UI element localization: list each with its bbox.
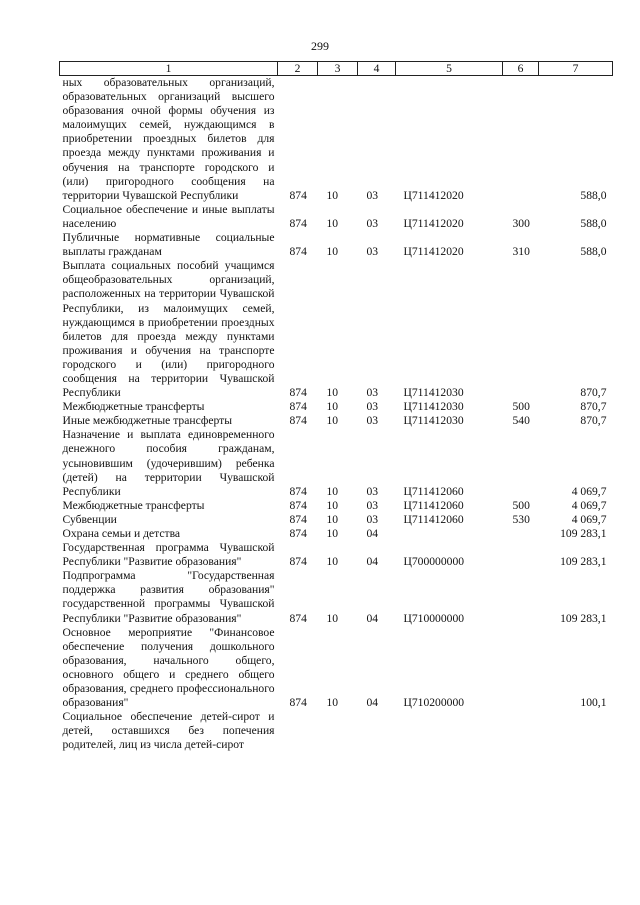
- row-grbs: 874: [289, 512, 307, 526]
- table-row: [60, 499, 613, 513]
- table-row: [60, 414, 613, 428]
- row-target-article: [396, 527, 503, 541]
- row-subsection: 04: [366, 611, 379, 625]
- row-name: Межбюджетные трансферты: [62, 400, 205, 414]
- row-expense-type: [503, 527, 539, 541]
- table-row: [60, 259, 613, 400]
- row-section: 10: [326, 414, 339, 428]
- row-name: Публичные нормативные социальные выплаты гражданам: [62, 231, 275, 259]
- row-target-article: Ц711412020: [403, 188, 464, 202]
- table-row: [60, 400, 613, 414]
- header-row: [60, 62, 613, 76]
- row-amount: 4 069,7: [571, 498, 607, 512]
- row-section: 10: [326, 386, 339, 400]
- row-target-article: Ц700000000: [403, 555, 465, 569]
- table-header: [60, 62, 613, 76]
- row-subsection: 03: [366, 216, 379, 230]
- row-subsection: 04: [366, 696, 379, 710]
- header-cell: 7: [539, 62, 613, 76]
- header-cell: 6: [503, 62, 539, 76]
- row-section: 10: [326, 400, 339, 414]
- row-grbs: 874: [289, 245, 307, 259]
- row-amount: 109 283,1: [560, 555, 607, 569]
- row-expense-type: 500: [512, 498, 530, 512]
- row-grbs: 874: [289, 216, 307, 230]
- row-subsection: 03: [366, 484, 379, 498]
- row-grbs: 874: [289, 696, 307, 710]
- row-expense-type: [503, 569, 539, 625]
- row-subsection: 04: [366, 527, 379, 540]
- row-expense-type: 310: [512, 245, 530, 259]
- row-name: Межбюджетные трансферты: [62, 498, 205, 512]
- row-section: 10: [326, 611, 339, 625]
- budget-table: [59, 61, 613, 753]
- row-target-article: Ц711412060: [403, 512, 464, 526]
- row-section: 10: [326, 484, 339, 498]
- row-grbs: 874: [289, 611, 307, 625]
- header-cell: 1: [60, 62, 278, 76]
- row-expense-type: [503, 626, 539, 711]
- row-section: 10: [326, 498, 339, 512]
- row-grbs: 874: [289, 498, 307, 512]
- row-grbs: 874: [289, 188, 307, 202]
- row-grbs: [278, 710, 318, 752]
- row-expense-type: 530: [512, 512, 530, 526]
- row-name: Социальное обеспечение детей-сирот и детей, оставшихся без попечения родителей, лиц из числа детей-сирот: [62, 710, 275, 752]
- table-row: [60, 527, 613, 541]
- row-target-article: Ц710200000: [403, 696, 465, 710]
- row-subsection: 03: [366, 400, 379, 414]
- row-subsection: 03: [366, 188, 379, 202]
- row-section: 10: [326, 512, 339, 526]
- row-section: 10: [326, 555, 339, 569]
- row-subsection: 03: [366, 245, 379, 259]
- row-amount: 588,0: [580, 245, 607, 259]
- table-row: [60, 513, 613, 527]
- row-grbs: 874: [289, 400, 307, 414]
- row-expense-type: [503, 76, 539, 203]
- row-expense-type: 300: [512, 216, 530, 230]
- row-name: Иные межбюджетные трансферты: [62, 414, 233, 428]
- header-cell: 4: [358, 62, 396, 76]
- row-amount: 4 069,7: [571, 512, 607, 526]
- row-subsection: 03: [366, 512, 379, 526]
- table-row: [60, 428, 613, 498]
- row-section: 10: [326, 245, 339, 259]
- row-amount: 100,1: [580, 696, 607, 710]
- row-amount: [539, 710, 613, 752]
- row-amount: 870,7: [580, 400, 607, 414]
- row-subsection: [358, 710, 396, 752]
- header-cell: 3: [318, 62, 358, 76]
- row-grbs: 874: [289, 527, 307, 540]
- row-section: 10: [326, 696, 339, 710]
- table-row: [60, 76, 613, 203]
- table-row: [60, 626, 613, 711]
- row-amount: 4 069,7: [571, 484, 607, 498]
- table-row: [60, 231, 613, 259]
- row-grbs: 874: [289, 484, 307, 498]
- row-subsection: 03: [366, 414, 379, 428]
- table-row: [60, 569, 613, 625]
- row-name: Социальное обеспечение и иные выплаты населению: [62, 202, 275, 230]
- row-expense-type: [503, 541, 539, 569]
- row-expense-type: 540: [512, 414, 530, 428]
- row-section: 10: [326, 527, 339, 540]
- row-expense-type: [503, 428, 539, 498]
- row-expense-type: [503, 259, 539, 400]
- row-name: ных образовательных организаций, образовательных организаций высшего образования очной формы обучения из малоимущих семей, нуждающимся в приобретении проездных билетов для проезда между пунктами проживания и обучения на транспорте городского и (или) пригородного сообщения на территории Чувашской Республики: [62, 76, 275, 202]
- row-subsection: 03: [366, 498, 379, 512]
- row-subsection: 04: [366, 555, 379, 569]
- row-subsection: 03: [366, 386, 379, 400]
- table-row: [60, 203, 613, 231]
- row-target-article: Ц711412030: [403, 414, 464, 428]
- row-section: 10: [326, 188, 339, 202]
- row-name: Выплата социальных пособий учащимся общеобразовательных организаций, расположенных на территории Чувашской Республики, из малоимущих семей, нуждающимся в приобретении проездных билетов для проезда между пунктами проживания и обучения на транспорте городского и (или) пригородного сообщения на территории Чувашской Республики: [62, 259, 275, 400]
- row-grbs: 874: [289, 414, 307, 428]
- row-target-article: Ц711412020: [403, 245, 464, 259]
- row-name: Основное мероприятие "Финансовое обеспечение получения дошкольного образования, начального общего, основного общего и среднего общего образования, среднего профессионального образования": [62, 625, 275, 710]
- table-row: [60, 541, 613, 569]
- row-section: 10: [326, 216, 339, 230]
- header-cell: 5: [396, 62, 503, 76]
- row-amount: 870,7: [580, 386, 607, 400]
- table-row: [60, 710, 613, 752]
- row-name: Субвенции: [62, 512, 117, 526]
- row-amount: 109 283,1: [560, 527, 607, 540]
- row-expense-type: [503, 710, 539, 752]
- row-name: Государственная программа Чувашской Республики "Развитие образования": [62, 541, 275, 569]
- row-name: Назначение и выплата единовременного денежного пособия гражданам, усыновившим (удочерившим) ребенка (детей) на территории Чувашской Республики: [62, 428, 275, 498]
- row-expense-type: 500: [512, 400, 530, 414]
- table-body: [60, 76, 613, 753]
- row-target-article: Ц711412020: [403, 216, 464, 230]
- row-grbs: 874: [289, 555, 307, 569]
- row-target-article: Ц711412030: [403, 386, 464, 400]
- row-target-article: Ц711412060: [403, 498, 464, 512]
- row-target-article: Ц711412030: [403, 400, 464, 414]
- row-target-article: Ц711412060: [403, 484, 464, 498]
- row-name: Охрана семьи и детства: [62, 527, 181, 540]
- row-amount: 109 283,1: [560, 611, 607, 625]
- row-target-article: Ц710000000: [403, 611, 465, 625]
- row-amount: 870,7: [580, 414, 607, 428]
- header-cell: 2: [278, 62, 318, 76]
- row-target-article: [396, 710, 503, 752]
- row-name: Подпрограмма "Государственная поддержка развития образования" государственной программы Чувашской Республики "Развитие образования": [62, 569, 275, 625]
- row-grbs: 874: [289, 386, 307, 400]
- row-amount: 588,0: [580, 216, 607, 230]
- row-amount: 588,0: [580, 188, 607, 202]
- page-number: 299: [311, 39, 329, 53]
- row-section: [318, 710, 358, 752]
